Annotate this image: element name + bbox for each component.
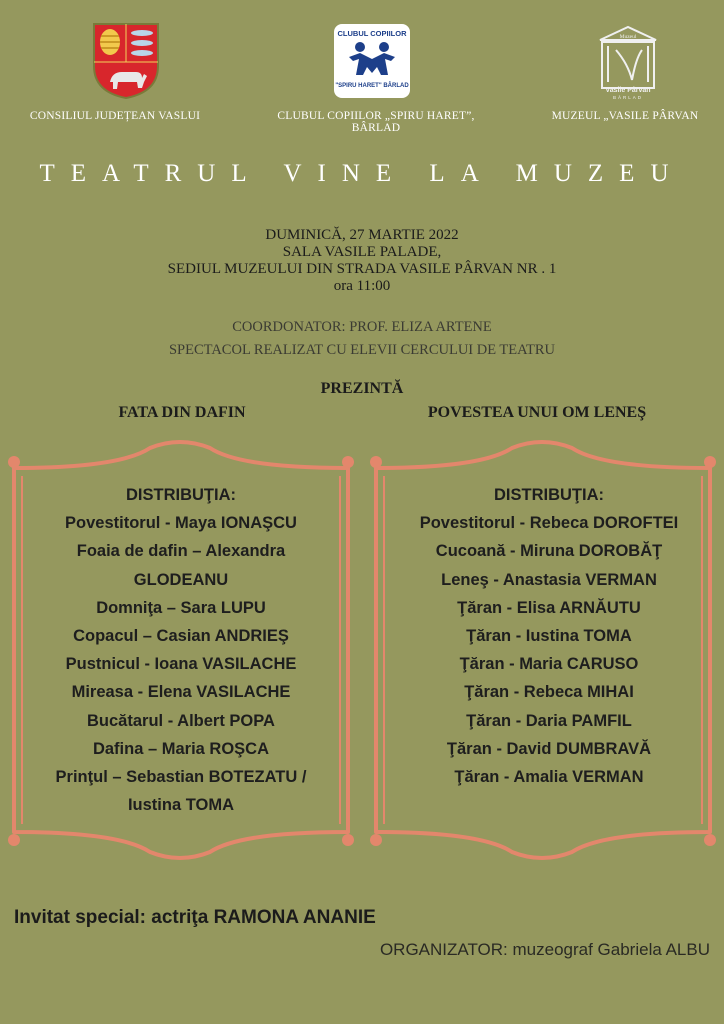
club-logo-bottom-text: "SPIRU HARET" BÂRLAD bbox=[335, 83, 409, 89]
cast-member: Ţăran - Iustina TOMA bbox=[466, 627, 632, 646]
museum-caption: MUZEUL „VASILE PÂRVAN bbox=[551, 110, 699, 122]
event-time: ora 11:00 bbox=[333, 278, 391, 294]
cast-list-left bbox=[20, 481, 342, 819]
museum-logo-city-text: BÂRLAD bbox=[612, 95, 644, 100]
children-club-caption: CLUBUL COPIILOR „SPIRU HARET”, BÂRLAD bbox=[277, 110, 475, 134]
children-club-logo-icon bbox=[333, 23, 411, 104]
cast-member: Iustina TOMA bbox=[127, 796, 235, 815]
cast-member: Bucătarul - Albert POPA bbox=[87, 711, 275, 730]
cast-member: Dafina – Maria ROŞCA bbox=[92, 739, 270, 758]
cast-member: Ţăran - Daria PAMFIL bbox=[466, 711, 632, 730]
museum-logo-top-text: Muzeul bbox=[619, 34, 637, 40]
cast-member: Domniţa – Sara LUPU bbox=[96, 598, 266, 617]
cast-heading-left: DISTRIBUŢIA: bbox=[126, 486, 236, 504]
cast-list-right bbox=[384, 481, 714, 791]
cast-member: Ţăran - Amalia VERMAN bbox=[454, 768, 644, 787]
museum-logo-name-text: Vasile Pârvan bbox=[605, 87, 651, 94]
cast-member: Prinţul – Sebastian BOTEZATU / bbox=[55, 768, 307, 787]
cast-heading-right: DISTRIBUŢIA: bbox=[494, 486, 604, 504]
cast-member: Povestitorul - Maya IONAŞCU bbox=[65, 514, 297, 533]
cast-member: Ţăran - Elisa ARNĂUTU bbox=[457, 598, 641, 617]
play-title-right: POVESTEA UNUI OM LENEŞ bbox=[427, 404, 647, 421]
special-guest: Invitat special: actriţa RAMONA ANANIE bbox=[14, 907, 376, 928]
cast-member: Pustnicul - Ioana VASILACHE bbox=[65, 655, 297, 674]
event-title: TEATRUL VINE LA MUZEU bbox=[39, 160, 685, 187]
cast-member: GLODEANU bbox=[133, 570, 229, 589]
event-date: DUMINICĂ, 27 MARTIE 2022 bbox=[265, 227, 459, 243]
club-logo-top-text: CLUBUL COPIILOR bbox=[337, 29, 407, 38]
show-note: SPECTACOL REALIZAT CU ELEVII CERCULUI DE TEATRU bbox=[168, 342, 556, 358]
cast-member: Foaia de dafin – Alexandra bbox=[76, 542, 286, 561]
cast-member: Ţăran - Maria CARUSO bbox=[459, 655, 639, 674]
cast-member: Ţăran - Rebeca MIHAI bbox=[464, 683, 634, 702]
cast-member: Mireasa - Elena VASILACHE bbox=[71, 683, 291, 702]
cast-member: Copacul – Casian ANDRIEŞ bbox=[73, 627, 289, 646]
organizer: ORGANIZATOR: muzeograf Gabriela ALBU bbox=[379, 940, 710, 959]
event-info bbox=[0, 227, 724, 295]
cast-member: Ţăran - David DUMBRAVĂ bbox=[446, 739, 652, 758]
presents-label: PREZINTĂ bbox=[320, 380, 404, 397]
cast-member: Leneş - Anastasia VERMAN bbox=[441, 570, 657, 589]
event-hall: SALA VASILE PALADE, bbox=[282, 244, 442, 260]
play-title-left: FATA DIN DAFIN bbox=[118, 404, 246, 421]
museum-logo-icon bbox=[596, 24, 660, 105]
cast-member: Povestitorul - Rebeca DOROFTEI bbox=[419, 514, 679, 533]
county-council-caption: CONSILIUL JUDEȚEAN VASLUI bbox=[29, 110, 201, 122]
county-coat-of-arms-icon bbox=[92, 22, 160, 105]
coordinator: COORDONATOR: PROF. ELIZA ARTENE bbox=[232, 319, 492, 335]
event-address: SEDIUL MUZEULUI DIN STRADA VASILE PÂRVAN NR . 1 bbox=[167, 261, 557, 277]
cast-member: Cucoană - Miruna DOROBĂŢ bbox=[435, 542, 663, 561]
